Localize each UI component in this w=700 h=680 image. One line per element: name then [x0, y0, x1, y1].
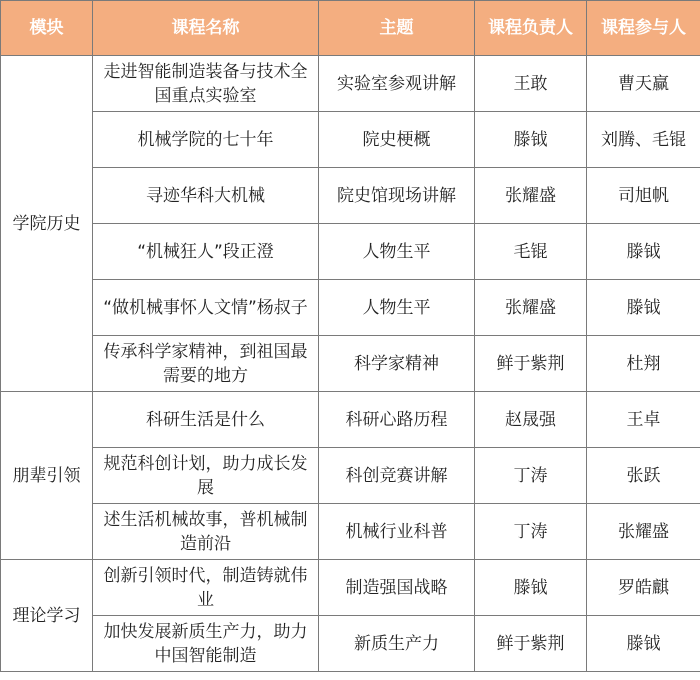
table-row — [1, 112, 700, 168]
module-cell: 学院历史 — [1, 56, 93, 392]
table-row — [1, 280, 700, 336]
participants-cell: 杜翔 — [587, 336, 700, 392]
lead-cell: 丁涛 — [475, 448, 587, 504]
theme-cell: 实验室参观讲解 — [319, 56, 475, 112]
course-name-cell: 寻迹华科大机械 — [93, 168, 319, 224]
theme-cell: 人物生平 — [319, 224, 475, 280]
theme-cell: 院史梗概 — [319, 112, 475, 168]
participants-cell: 曹天赢 — [587, 56, 700, 112]
table-row — [1, 392, 700, 448]
header-participants: 课程参与人 — [587, 1, 700, 56]
course-name-cell: 走进智能制造装备与技术全国重点实验室 — [93, 56, 319, 112]
lead-cell: 滕钺 — [475, 560, 587, 616]
course-name-cell: 规范科创计划，助力成长发展 — [93, 448, 319, 504]
participants-cell: 王卓 — [587, 392, 700, 448]
course-name-cell: 传承科学家精神，到祖国最需要的地方 — [93, 336, 319, 392]
course-name-cell: 述生活机械故事，普机械制造前沿 — [93, 504, 319, 560]
table-row — [1, 504, 700, 560]
participants-cell: 张耀盛 — [587, 504, 700, 560]
lead-cell: 鲜于紫荆 — [475, 336, 587, 392]
lead-cell: 张耀盛 — [475, 280, 587, 336]
theme-cell: 科学家精神 — [319, 336, 475, 392]
lead-cell: 丁涛 — [475, 504, 587, 560]
participants-cell: 罗皓麒 — [587, 560, 700, 616]
participants-cell: 滕钺 — [587, 616, 700, 672]
theme-cell: 新质生产力 — [319, 616, 475, 672]
table-row — [1, 56, 700, 112]
module-cell: 朋辈引领 — [1, 392, 93, 560]
theme-cell: 科研心路历程 — [319, 392, 475, 448]
header-theme: 主题 — [319, 1, 475, 56]
participants-cell: 滕钺 — [587, 224, 700, 280]
lead-cell: 张耀盛 — [475, 168, 587, 224]
participants-cell: 张跃 — [587, 448, 700, 504]
table-row — [1, 448, 700, 504]
header-course-name: 课程名称 — [93, 1, 319, 56]
lead-cell: 滕钺 — [475, 112, 587, 168]
theme-cell: 制造强国战略 — [319, 560, 475, 616]
theme-cell: 机械行业科普 — [319, 504, 475, 560]
header-row — [1, 1, 700, 56]
theme-cell: 人物生平 — [319, 280, 475, 336]
table-row — [1, 168, 700, 224]
lead-cell: 鲜于紫荆 — [475, 616, 587, 672]
module-cell: 理论学习 — [1, 560, 93, 672]
table-row — [1, 616, 700, 672]
course-name-cell: 科研生活是什么 — [93, 392, 319, 448]
participants-cell: 滕钺 — [587, 280, 700, 336]
lead-cell: 王敢 — [475, 56, 587, 112]
course-name-cell: “机械狂人”段正澄 — [93, 224, 319, 280]
header-module: 模块 — [1, 1, 93, 56]
lead-cell: 毛锟 — [475, 224, 587, 280]
theme-cell: 院史馆现场讲解 — [319, 168, 475, 224]
course-name-cell: 创新引领时代，制造铸就伟业 — [93, 560, 319, 616]
course-name-cell: 机械学院的七十年 — [93, 112, 319, 168]
participants-cell: 司旭帆 — [587, 168, 700, 224]
table-row — [1, 336, 700, 392]
table-row — [1, 224, 700, 280]
table-row — [1, 560, 700, 616]
course-name-cell: 加快发展新质生产力，助力中国智能制造 — [93, 616, 319, 672]
header-lead: 课程负责人 — [475, 1, 587, 56]
theme-cell: 科创竞赛讲解 — [319, 448, 475, 504]
participants-cell: 刘腾、毛锟 — [587, 112, 700, 168]
lead-cell: 赵晟强 — [475, 392, 587, 448]
course-name-cell: “做机械事怀人文情”杨叔子 — [93, 280, 319, 336]
